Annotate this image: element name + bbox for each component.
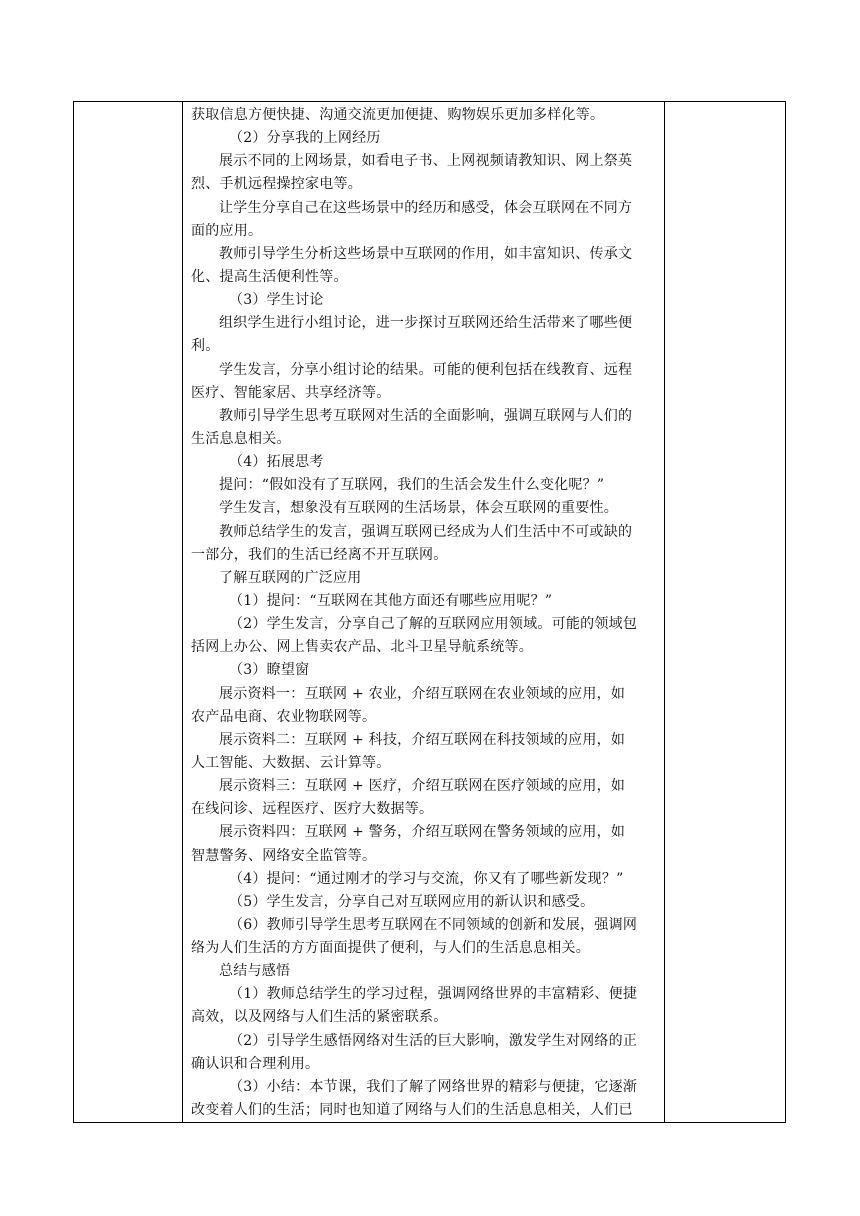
text-line: 一部分，我们的生活已经离不开互联网。 (191, 546, 448, 563)
text-line: （1）教师总结学生的学习过程，强调网络世界的丰富精彩、便捷 (229, 986, 638, 1003)
lesson-plan-table (73, 101, 786, 1123)
text-line: 提问：“假如没有了互联网，我们的生活会发生什么变化呢？” (219, 477, 605, 494)
text-line: 在线问诊、远程医疗、医疗大数据等。 (191, 801, 434, 818)
text-line: 获取信息方便快捷、沟通交流更加便捷、购物娱乐更加多样化等。 (191, 107, 605, 123)
text-line: 教师总结学生的发言，强调互联网已经成为人们生活中不可或缺的 (219, 523, 633, 540)
text-line: 教师引导学生分析这些场景中互联网的作用，如丰富知识、传承文 (219, 245, 633, 262)
text-line: 学生发言，分享小组讨论的结果。可能的便利包括在线教育、远程 (219, 361, 633, 378)
text-line: 烈、手机远程操控家电等。 (191, 176, 362, 193)
text-line: 展示不同的上网场景，如看电子书、上网视频请教知识、网上祭英 (219, 153, 633, 170)
text-line: 农产品电商、农业物联网等。 (191, 708, 377, 725)
text-line: 高效，以及网络与人们生活的紧密联系。 (191, 1009, 448, 1026)
text-line: （2）引导学生感悟网络对生活的巨大影响，激发学生对网络的正 (229, 1032, 638, 1049)
left-column-cell (74, 102, 183, 1123)
text-line: （6）教师引导学生思考互联网在不同领域的创新和发展，强调网 (229, 916, 638, 933)
text-line: 组织学生进行小组讨论，进一步探讨互联网还给生活带来了哪些便 (219, 315, 633, 332)
text-line: （4）拓展思考 (229, 454, 324, 471)
text-line: 智慧警务、网络安全监管等。 (191, 847, 377, 864)
text-line: 展示资料四：互联网 + 警务，介绍互联网在警务领域的应用，如 (219, 824, 626, 841)
text-line: 人工智能、大数据、云计算等。 (191, 754, 391, 771)
text-line: （5）学生发言，分享自己对互联网应用的新认识和感受。 (229, 893, 595, 910)
text-line: 生活息息相关。 (191, 430, 291, 447)
content-cell (183, 102, 665, 1123)
text-line: 展示资料一：互联网 + 农业，介绍互联网在农业领域的应用，如 (219, 685, 626, 702)
text-line: 了解互联网的广泛应用 (219, 569, 362, 586)
text-line: 让学生分享自己在这些场景中的经历和感受，体会互联网在不同方 (219, 199, 633, 216)
text-line: 学生发言，想象没有互联网的生活场景，体会互联网的重要性。 (219, 500, 618, 517)
text-line: 面的应用。 (191, 222, 263, 239)
text-line: （4）提问：“通过刚才的学习与交流，你又有了哪些新发现？” (229, 870, 624, 887)
text-line: 确认识和合理利用。 (191, 1055, 320, 1072)
text-line: 括网上办公、网上售卖农产品、北斗卫星导航系统等。 (191, 639, 533, 656)
text-line: （1）提问：“互联网在其他方面还有哪些应用呢？” (229, 592, 553, 609)
table-row (74, 102, 786, 1123)
text-line: 展示资料二：互联网 + 科技，介绍互联网在科技领域的应用，如 (219, 731, 626, 748)
lesson-text (191, 104, 656, 1122)
text-line: （2）分享我的上网经历 (229, 130, 381, 147)
text-line: （3）小结：本节课，我们了解了网络世界的精彩与便捷，它逐渐 (229, 1078, 638, 1095)
text-line: 利。 (191, 338, 220, 355)
text-line: 展示资料三：互联网 + 医疗，介绍互联网在医疗领域的应用，如 (219, 778, 626, 795)
text-line: （3）学生讨论 (229, 292, 324, 309)
text-line: 总结与感悟 (219, 963, 291, 980)
text-line: 络为人们生活的方方面面提供了便利，与人们的生活息息相关。 (191, 940, 590, 957)
text-line: 化、提高生活便利性等。 (191, 268, 348, 285)
text-line: （2）学生发言，分享自己了解的互联网应用领域。可能的领域包 (229, 616, 638, 633)
right-column-cell (665, 102, 786, 1123)
text-line: 改变着人们的生活；同时也知道了网络与人们的生活息息相关，人们已 (191, 1102, 633, 1119)
text-line: （3）瞭望窗 (229, 662, 310, 679)
text-line: 医疗、智能家居、共享经济等。 (191, 384, 391, 401)
text-line: 教师引导学生思考互联网对生活的全面影响，强调互联网与人们的 (219, 407, 633, 424)
